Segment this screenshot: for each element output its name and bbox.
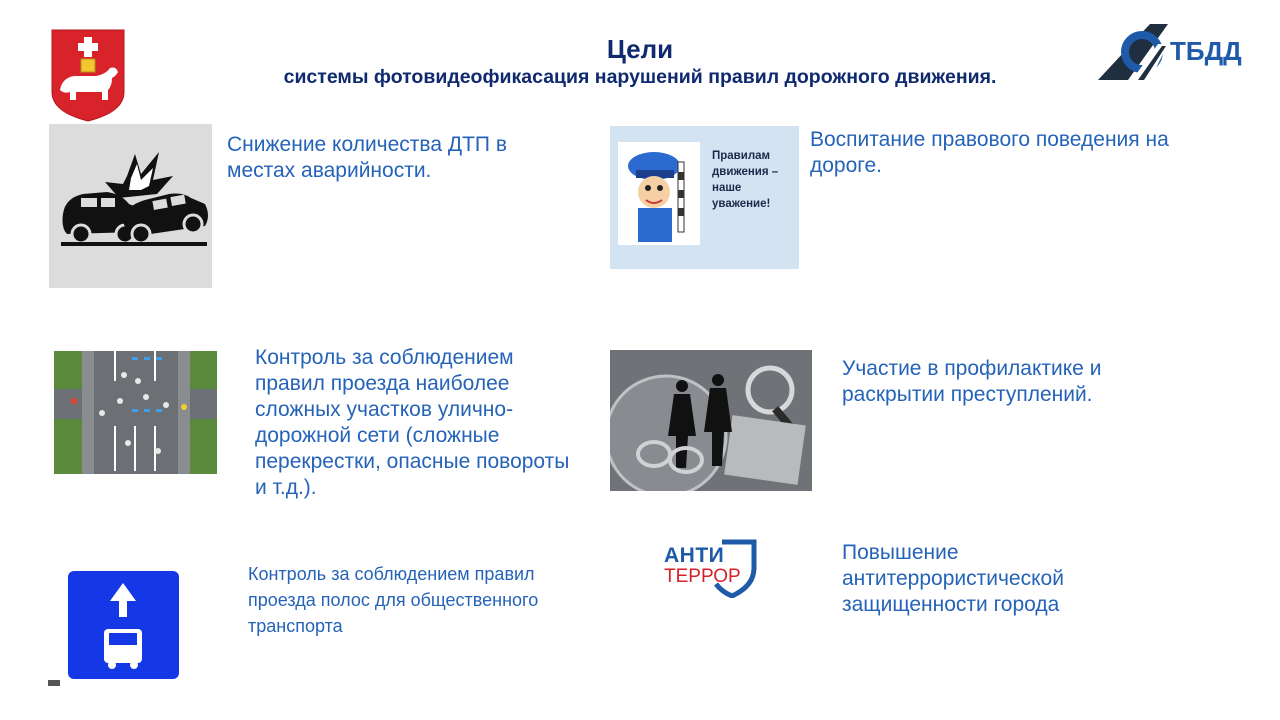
goal-text-complex-sections: Контроль за соблюдением правил проезда наиболее сложных участков улично-дорожной сети (сложные перекрестки, опасные повороты и т.д.). <box>255 346 570 499</box>
antiterror-bottom-text: ТЕРРОР <box>664 566 741 587</box>
antiterror-top-text: АНТИ <box>664 544 725 567</box>
crime-investigation <box>610 350 812 491</box>
goal-text-reduce-accidents: Снижение количества ДТП в местах аварийности. <box>227 133 507 182</box>
goal-text-crime-prevention: Участие в профилактике и раскрытии преступлений. <box>842 357 1102 406</box>
slide-number-icon <box>48 680 60 686</box>
bus-lane-sign <box>68 571 179 679</box>
tbdd-logo-text: ТБДД <box>1170 36 1242 66</box>
antiterror-logo <box>662 538 758 598</box>
goal-text-bus-lanes: Контроль за соблюдением правил проезда полос для общественного транспорта <box>248 564 539 636</box>
goal-text-legal-behavior: Воспитание правового поведения на дороге. <box>810 128 1169 177</box>
car-crash-icon <box>49 124 212 288</box>
officer-figure-icon <box>618 142 700 245</box>
intersection-aerial <box>54 351 217 474</box>
traffic-officer-poster <box>610 126 799 269</box>
page-subtitle: системы фотовидеофикасация нарушений правил дорожного движения. <box>283 66 997 88</box>
tbdd-logo <box>1098 24 1258 82</box>
page-title: Цели <box>606 34 674 64</box>
poster-text: Правилам движения – наше уважение! <box>712 150 779 210</box>
goal-text-antiterror: Повышение антитеррористической защищенности города <box>842 541 1064 616</box>
